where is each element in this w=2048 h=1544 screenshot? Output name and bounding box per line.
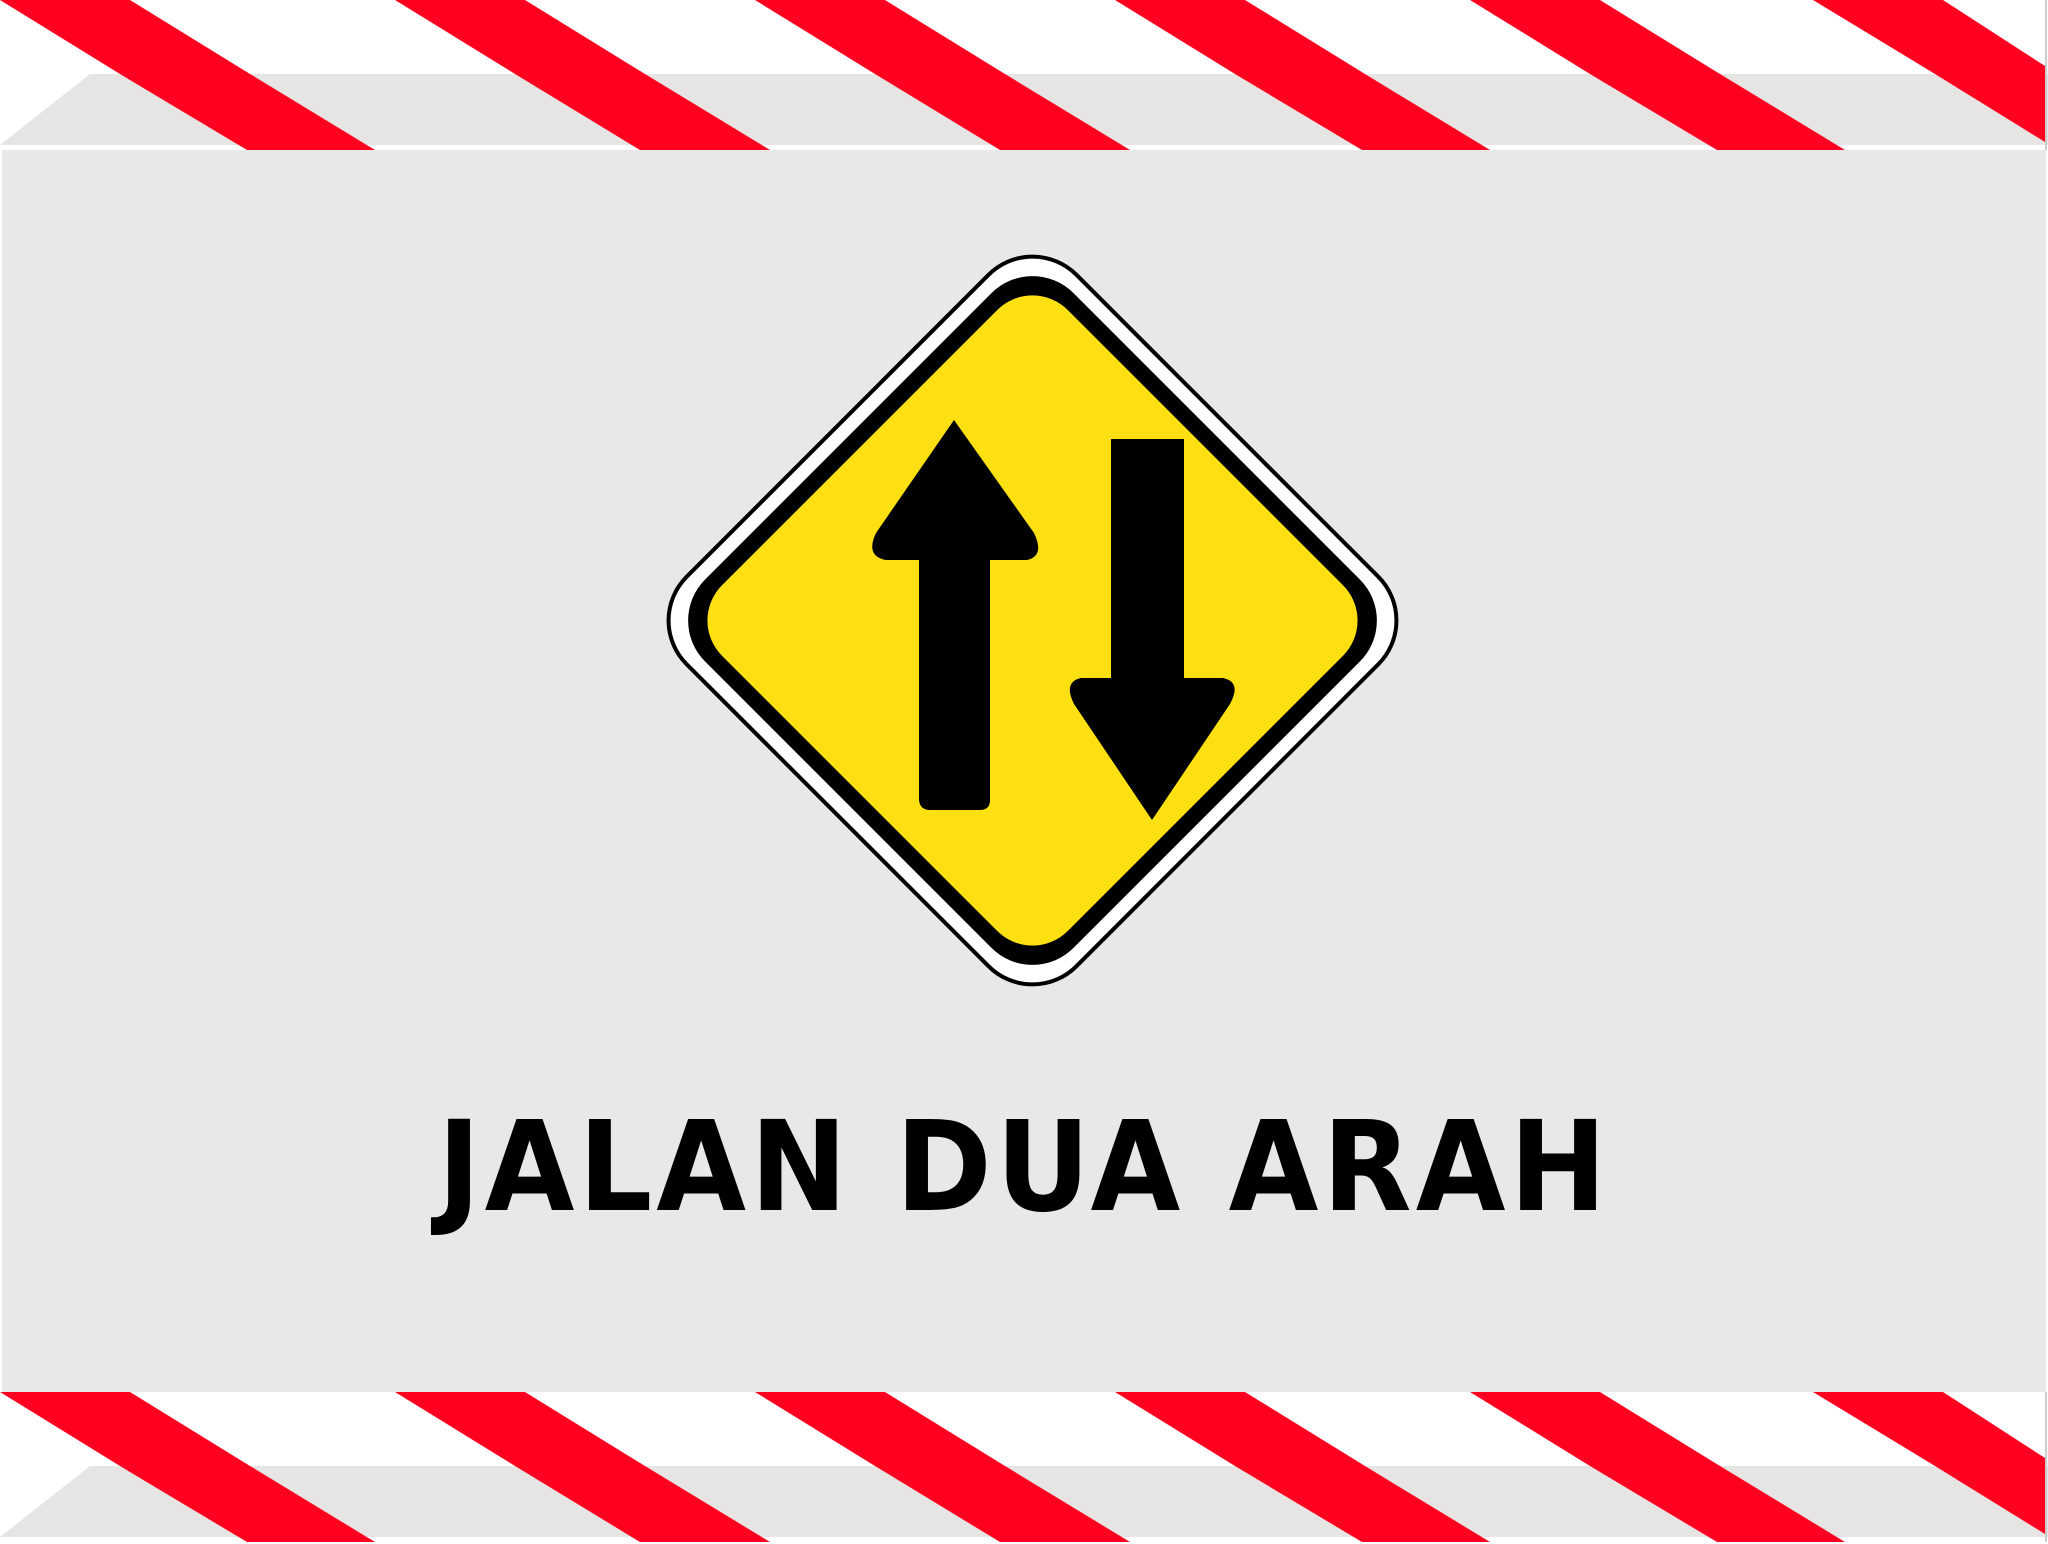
two-way-traffic-icon [650,238,1415,1003]
bottom-warning-tape [0,1392,2048,1544]
top-warning-tape [0,0,2048,152]
sign-title: JALAN DUA ARAH [437,1094,1611,1241]
